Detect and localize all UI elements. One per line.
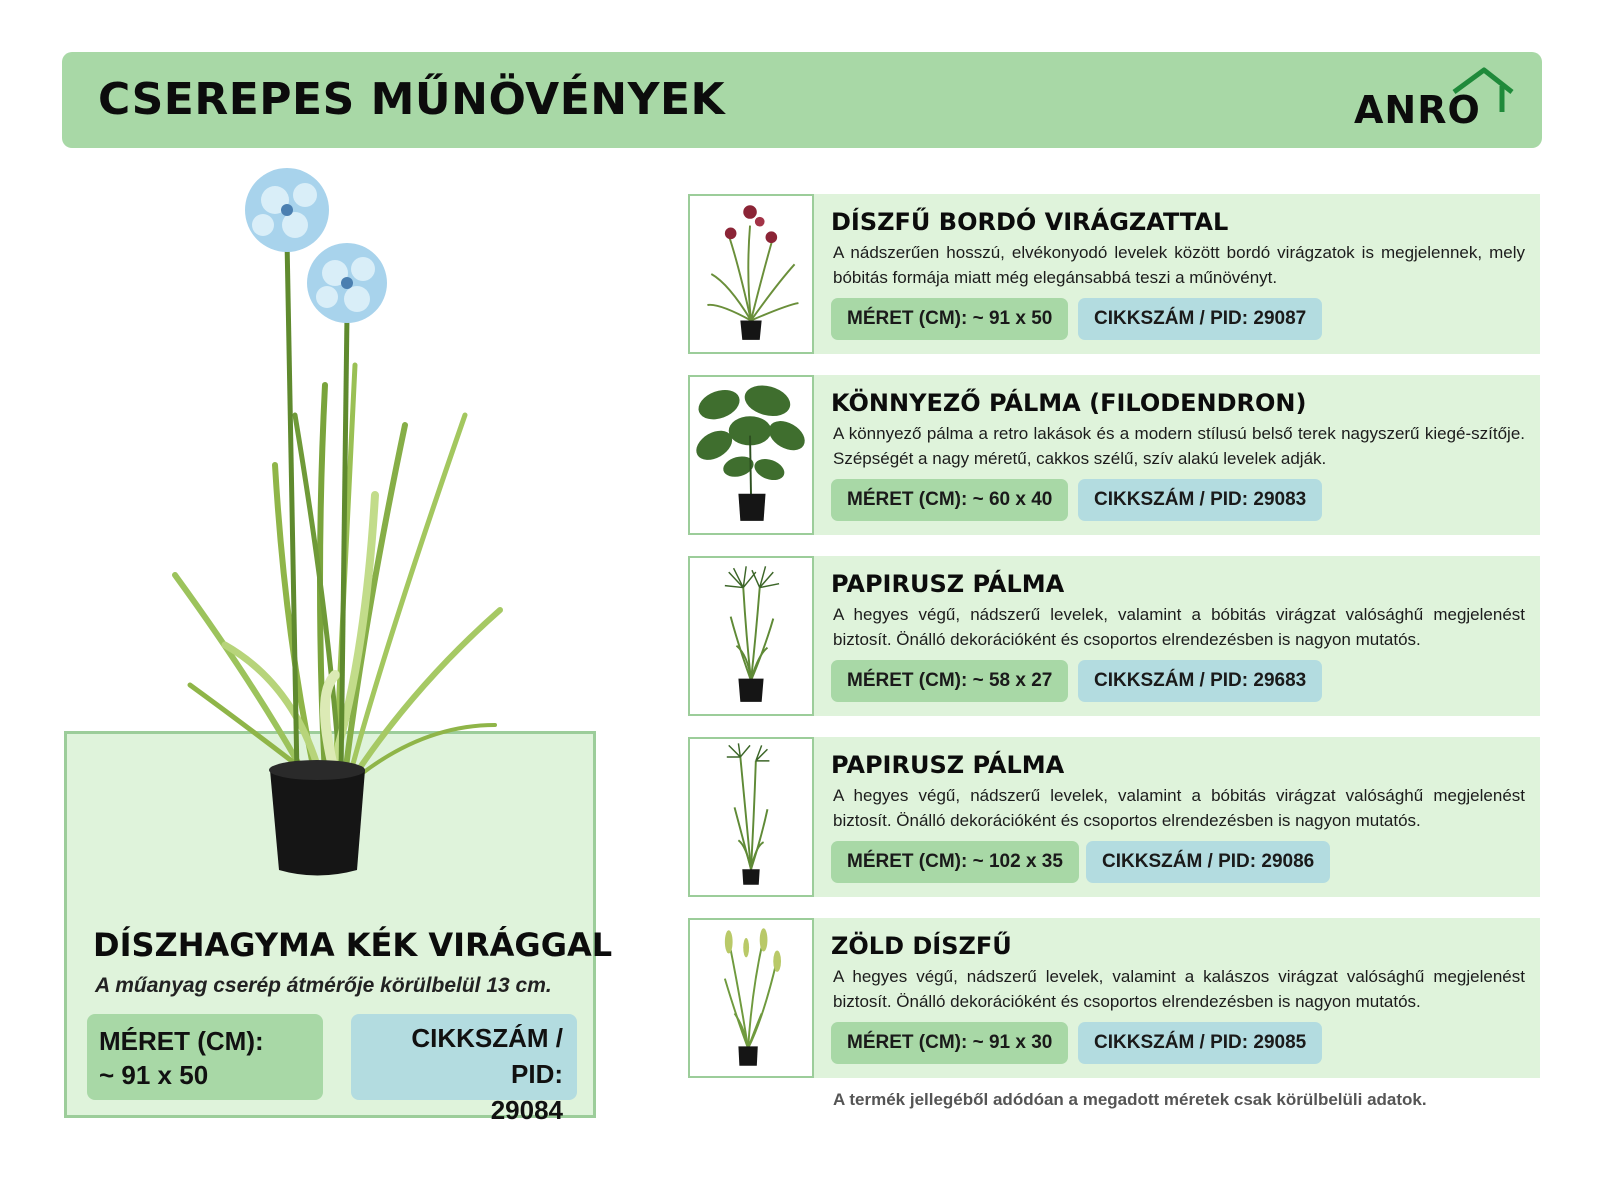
green-grass-plant-icon [690,920,812,1076]
product-title: DÍSZFŰ BORDÓ VIRÁGZATTAL [831,208,1229,236]
product-row [688,194,1540,354]
feature-pid-value: 29084 [490,1095,563,1125]
pid-badge: CIKKSZÁM / PID: 29087 [1078,298,1322,340]
product-title: KÖNNYEZŐ PÁLMA (FILODENDRON) [831,389,1307,417]
product-row [688,918,1540,1078]
page-title: CSEREPES MŰNÖVÉNYEK [98,74,726,125]
pid-badge: CIKKSZÁM / PID: 29085 [1078,1022,1322,1064]
size-badge: MÉRET (CM): ~ 102 x 35 [831,841,1079,883]
product-row [688,737,1540,897]
product-title: PAPIRUSZ PÁLMA [831,751,1065,779]
page-header [62,52,1542,148]
product-title: PAPIRUSZ PÁLMA [831,570,1065,598]
burgundy-grass-plant-icon [690,196,812,352]
pid-badge: CIKKSZÁM / PID: 29086 [1086,841,1330,883]
product-thumbnail [688,918,814,1078]
monstera-plant-icon [690,377,812,533]
product-description: A hegyes végű, nádszerű levelek, valamint a kalászos virágzat valósághű megjelenést biztosít. Önálló dekorációként és csoportos elrendezésben is nagyon mutatós. [833,967,1525,1011]
product-thumbnail [688,737,814,897]
feature-title: DÍSZHAGYMA KÉK VIRÁGGAL [93,926,613,964]
house-roof-icon [1450,66,1514,114]
feature-pid-badge [351,1014,577,1125]
size-disclaimer: A termék jellegéből adódóan a megadott méretek csak körülbelüli adatok. [833,1090,1427,1109]
allium-blue-flower-plant-image [165,165,545,905]
product-thumbnail [688,194,814,354]
product-description: A nádszerűen hosszú, elvékonyodó levelek között bordó virágzatok is megjelennek, mely bóbitás formája miatt még elegánsabbá teszi a műnövényt. [833,243,1525,287]
product-thumbnail [688,375,814,535]
feature-size-label: MÉRET (CM): [99,1026,264,1056]
anro-logo [1354,66,1514,136]
product-description: A hegyes végű, nádszerű levelek, valamint a bóbitás virágzat valósághű megjelenést biztosít. Önálló dekorációként és csoportos elrendezésben is nagyon mutatós. [833,605,1525,649]
feature-pid-label: CIKKSZÁM / PID: [411,1023,563,1089]
size-badge: MÉRET (CM): ~ 58 x 27 [831,660,1068,702]
pid-badge: CIKKSZÁM / PID: 29683 [1078,660,1322,702]
product-row [688,556,1540,716]
size-badge: MÉRET (CM): ~ 91 x 30 [831,1022,1068,1064]
product-description: A hegyes végű, nádszerű levelek, valamint a bóbitás virágzat valósághű megjelenést biztosít. Önálló dekorációként és csoportos elrendezésben is nagyon mutatós. [833,786,1525,830]
logo-text: ANRO [1354,88,1481,132]
size-badge: MÉRET (CM): ~ 60 x 40 [831,479,1068,521]
product-description: A könnyező pálma a retro lakások és a modern stílusú belső terek nagyszerű kiegé-szítője. Szépségét a nagy méretű, cakkos szélű, szív alakú levelek adják. [833,424,1525,468]
papyrus-plant-icon [690,558,812,714]
size-badge: MÉRET (CM): ~ 91 x 50 [831,298,1068,340]
feature-subtitle: A műanyag cserép átmérője körülbelül 13 cm. [95,974,552,997]
product-thumbnail [688,556,814,716]
product-row [688,375,1540,535]
tall-papyrus-plant-icon [690,739,812,895]
product-title: ZÖLD DÍSZFŰ [831,932,1012,960]
feature-size-value: ~ 91 x 50 [99,1060,209,1090]
pid-badge: CIKKSZÁM / PID: 29083 [1078,479,1322,521]
feature-size-badge [87,1014,323,1100]
